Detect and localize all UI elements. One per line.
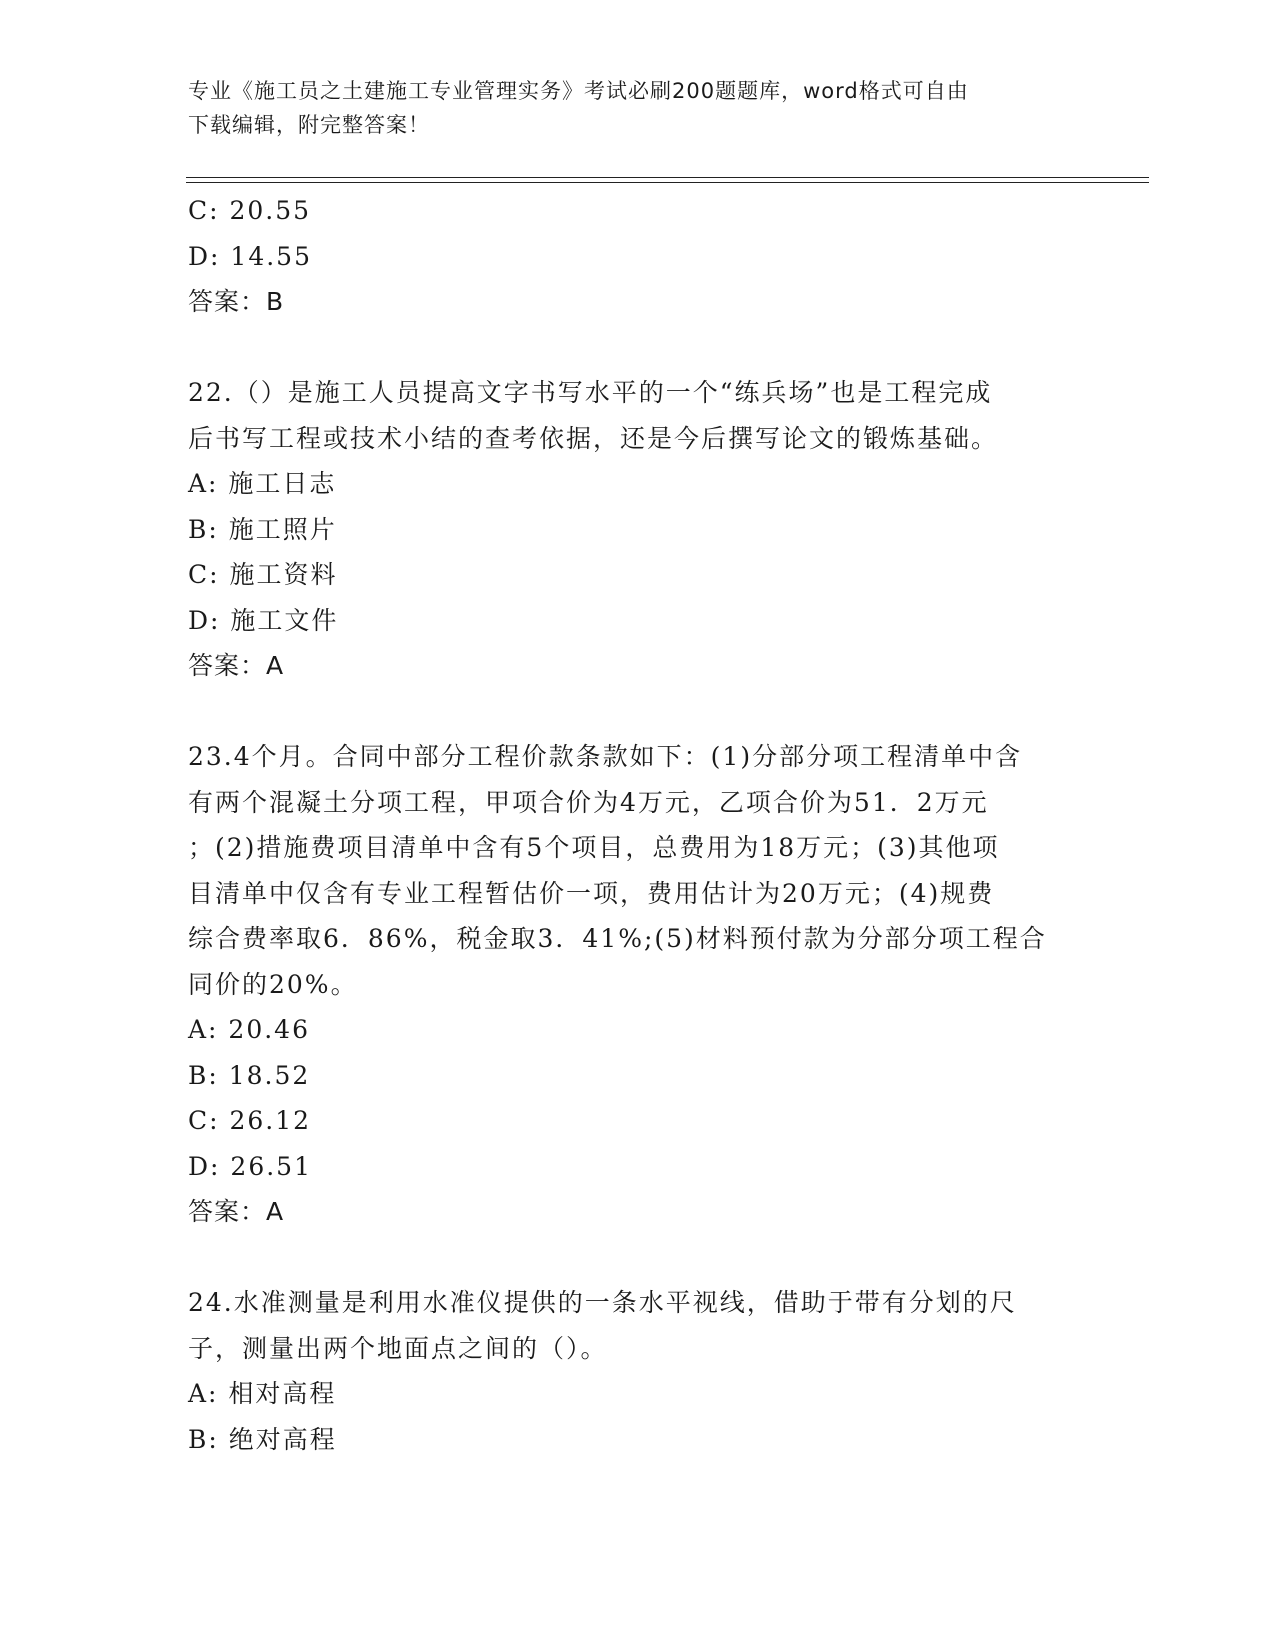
page-header — [188, 74, 1088, 142]
q23-stem-line-4: 目清单中仅含有专业工程暂估价一项，费用估计为20万元；(4)规费 — [188, 878, 995, 908]
q23-answer: 答案：A — [188, 1197, 285, 1226]
header-divider-bottom — [186, 182, 1149, 183]
q22-option-c: C: 施工资料 — [188, 560, 338, 589]
q23-stem-line-3: ；(2)措施费项目清单中含有5个项目，总费用为18万元；(3)其他项 — [188, 833, 1000, 862]
question-content — [188, 188, 1088, 1462]
q22-option-b: B: 施工照片 — [188, 514, 337, 544]
q24-option-b: B: 绝对高程 — [188, 1424, 337, 1454]
q23-option-a: A: 20.46 — [188, 1015, 310, 1044]
q23-option-b: B: 18.52 — [188, 1060, 311, 1090]
header-line-2: 下载编辑，附完整答案！ — [188, 113, 430, 137]
q21-option-d: D: 14.55 — [188, 241, 312, 271]
q24-stem-line-2: 子，测量出两个地面点之间的（）。 — [188, 1333, 608, 1363]
q22-stem-line-2: 后书写工程或技术小结的查考依据，还是今后撰写论文的锻炼基础。 — [188, 423, 999, 453]
q23-option-c: C: 26.12 — [188, 1106, 312, 1135]
q23-stem-line-5: 综合费率取6．86%，税金取3．41%;(5)材料预付款为分部分项工程合 — [188, 924, 1047, 953]
q22-option-d: D: 施工文件 — [188, 605, 339, 635]
spacer — [188, 1235, 1088, 1281]
q24-stem-line-1: 24.水准测量是利用水准仪提供的一条水平视线，借助于带有分划的尺 — [188, 1288, 1017, 1317]
q24-option-a: A: 相对高程 — [188, 1379, 337, 1408]
header-line-1: 专业《施工员之土建施工专业管理实务》考试必刷200题题库，word格式可自由 — [188, 79, 969, 103]
q22-stem-line-1: 22.（）是施工人员提高文字书写水平的一个“练兵场”也是工程完成 — [188, 378, 993, 407]
q23-option-d: D: 26.51 — [188, 1151, 312, 1181]
q21-answer: 答案：B — [188, 287, 285, 316]
q23-stem-line-6: 同价的20%。 — [188, 969, 358, 999]
q21-option-c: C: 20.55 — [188, 196, 312, 225]
q23-stem-line-2: 有两个混凝土分项工程，甲项合价为4万元，乙项合价为51．2万元 — [188, 787, 989, 817]
q22-answer: 答案：A — [188, 651, 285, 680]
q22-option-a: A: 施工日志 — [188, 469, 337, 498]
spacer — [188, 325, 1088, 371]
q23-stem-line-1: 23.4个月。合同中部分工程价款条款如下：(1)分部分项工程清单中含 — [188, 742, 1023, 771]
header-divider-top — [186, 177, 1149, 178]
spacer — [188, 689, 1088, 735]
